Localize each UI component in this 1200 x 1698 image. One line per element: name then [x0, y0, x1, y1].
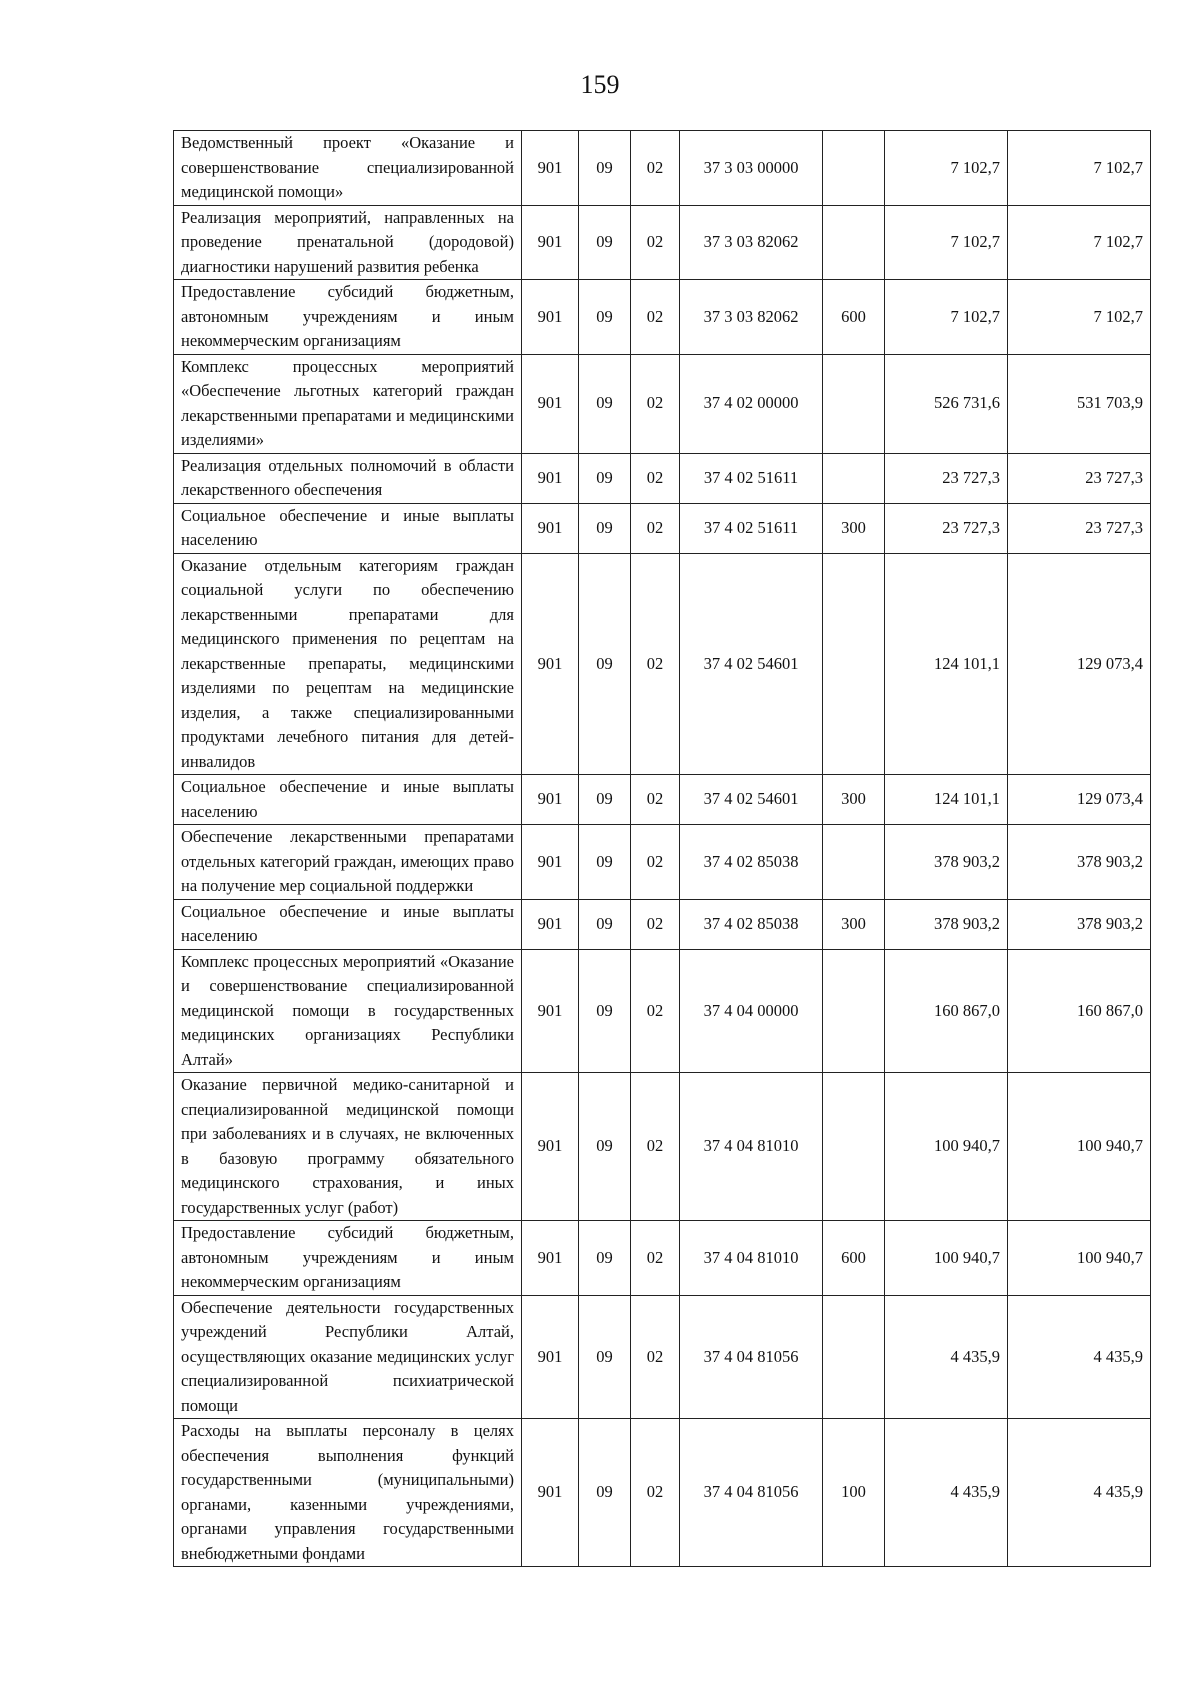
rz-code-cell: 09: [579, 453, 631, 503]
amount-2-cell: 4 435,9: [1008, 1419, 1151, 1567]
amount-2-cell: 378 903,2: [1008, 825, 1151, 900]
pr-code-cell: 02: [631, 453, 680, 503]
table-row: [174, 825, 1151, 900]
table-row: [174, 205, 1151, 280]
amount-1-cell: 124 101,1: [885, 553, 1008, 775]
vr-code-cell: [823, 453, 885, 503]
amount-2-cell: 129 073,4: [1008, 775, 1151, 825]
vr-code-cell: [823, 949, 885, 1073]
rz-code-cell: 09: [579, 280, 631, 355]
vr-code-cell: [823, 825, 885, 900]
page-number: 159: [580, 70, 620, 99]
rz-code-cell: 09: [579, 503, 631, 553]
amount-2-cell: 7 102,7: [1008, 205, 1151, 280]
amount-2-cell: 7 102,7: [1008, 131, 1151, 206]
row-name-cell: Социальное обеспечение и иные выплаты населению: [174, 775, 522, 825]
rz-code-cell: 09: [579, 899, 631, 949]
gr-code-cell: 901: [522, 899, 579, 949]
pr-code-cell: 02: [631, 503, 680, 553]
amount-1-cell: 526 731,6: [885, 354, 1008, 453]
csr-code-cell: 37 4 02 85038: [680, 899, 823, 949]
csr-code-cell: 37 4 04 81056: [680, 1295, 823, 1419]
rz-code-cell: 09: [579, 1419, 631, 1567]
pr-code-cell: 02: [631, 553, 680, 775]
rz-code-cell: 09: [579, 949, 631, 1073]
rz-code-cell: 09: [579, 1221, 631, 1296]
gr-code-cell: 901: [522, 553, 579, 775]
vr-code-cell: 600: [823, 1221, 885, 1296]
rz-code-cell: 09: [579, 131, 631, 206]
pr-code-cell: 02: [631, 949, 680, 1073]
row-name-cell: Предоставление субсидий бюджетным, автономным учреждениям и иным некоммерческим организациям: [174, 1221, 522, 1296]
row-name-cell: Комплекс процессных мероприятий «Обеспечение льготных категорий граждан лекарственными препаратами и медицинскими изделиями»: [174, 354, 522, 453]
amount-2-cell: 378 903,2: [1008, 899, 1151, 949]
vr-code-cell: 600: [823, 280, 885, 355]
row-name-cell: Расходы на выплаты персоналу в целях обеспечения выполнения функций государственными (муниципальными) органами, казенными учреждениями, органами управления государственными внебюджетными фондами: [174, 1419, 522, 1567]
csr-code-cell: 37 4 04 81010: [680, 1221, 823, 1296]
vr-code-cell: 300: [823, 503, 885, 553]
table-row: [174, 775, 1151, 825]
csr-code-cell: 37 3 03 82062: [680, 205, 823, 280]
table-row: [174, 1073, 1151, 1221]
gr-code-cell: 901: [522, 1295, 579, 1419]
amount-1-cell: 378 903,2: [885, 899, 1008, 949]
amount-2-cell: 7 102,7: [1008, 280, 1151, 355]
gr-code-cell: 901: [522, 354, 579, 453]
gr-code-cell: 901: [522, 131, 579, 206]
amount-1-cell: 4 435,9: [885, 1419, 1008, 1567]
csr-code-cell: 37 4 04 81010: [680, 1073, 823, 1221]
amount-1-cell: 160 867,0: [885, 949, 1008, 1073]
csr-code-cell: 37 4 02 85038: [680, 825, 823, 900]
table-row: [174, 354, 1151, 453]
csr-code-cell: 37 4 02 54601: [680, 553, 823, 775]
rz-code-cell: 09: [579, 205, 631, 280]
csr-code-cell: 37 3 03 82062: [680, 280, 823, 355]
pr-code-cell: 02: [631, 1295, 680, 1419]
vr-code-cell: 300: [823, 775, 885, 825]
amount-1-cell: 100 940,7: [885, 1073, 1008, 1221]
row-name-cell: Предоставление субсидий бюджетным, автономным учреждениям и иным некоммерческим организациям: [174, 280, 522, 355]
amount-2-cell: 531 703,9: [1008, 354, 1151, 453]
table-row: [174, 453, 1151, 503]
vr-code-cell: [823, 553, 885, 775]
vr-code-cell: [823, 205, 885, 280]
gr-code-cell: 901: [522, 453, 579, 503]
table-row: [174, 1221, 1151, 1296]
pr-code-cell: 02: [631, 280, 680, 355]
csr-code-cell: 37 4 02 54601: [680, 775, 823, 825]
pr-code-cell: 02: [631, 825, 680, 900]
rz-code-cell: 09: [579, 354, 631, 453]
table-row: [174, 1419, 1151, 1567]
vr-code-cell: [823, 1073, 885, 1221]
budget-table: [173, 130, 1151, 1567]
amount-2-cell: 100 940,7: [1008, 1221, 1151, 1296]
amount-1-cell: 100 940,7: [885, 1221, 1008, 1296]
rz-code-cell: 09: [579, 553, 631, 775]
amount-1-cell: 23 727,3: [885, 503, 1008, 553]
row-name-cell: Оказание первичной медико-санитарной и специализированной медицинской помощи при заболеваниях и в случаях, не включенных в базовую программу обязательного медицинского страхования, и иных государственных услуг (работ): [174, 1073, 522, 1221]
csr-code-cell: 37 4 04 81056: [680, 1419, 823, 1567]
table-row: [174, 553, 1151, 775]
csr-code-cell: 37 4 02 00000: [680, 354, 823, 453]
gr-code-cell: 901: [522, 280, 579, 355]
vr-code-cell: [823, 1295, 885, 1419]
csr-code-cell: 37 4 02 51611: [680, 503, 823, 553]
gr-code-cell: 901: [522, 1419, 579, 1567]
amount-1-cell: 378 903,2: [885, 825, 1008, 900]
amount-1-cell: 7 102,7: [885, 280, 1008, 355]
rz-code-cell: 09: [579, 1295, 631, 1419]
rz-code-cell: 09: [579, 825, 631, 900]
pr-code-cell: 02: [631, 1073, 680, 1221]
pr-code-cell: 02: [631, 354, 680, 453]
row-name-cell: Обеспечение лекарственными препаратами отдельных категорий граждан, имеющих право на получение мер социальной поддержки: [174, 825, 522, 900]
rz-code-cell: 09: [579, 1073, 631, 1221]
gr-code-cell: 901: [522, 1073, 579, 1221]
gr-code-cell: 901: [522, 775, 579, 825]
amount-2-cell: 23 727,3: [1008, 453, 1151, 503]
row-name-cell: Комплекс процессных мероприятий «Оказание и совершенствование специализированной медицинской помощи в государственных медицинских организациях Республики Алтай»: [174, 949, 522, 1073]
amount-1-cell: 124 101,1: [885, 775, 1008, 825]
gr-code-cell: 901: [522, 1221, 579, 1296]
gr-code-cell: 901: [522, 949, 579, 1073]
amount-1-cell: 4 435,9: [885, 1295, 1008, 1419]
amount-2-cell: 100 940,7: [1008, 1073, 1151, 1221]
table-row: [174, 949, 1151, 1073]
pr-code-cell: 02: [631, 1419, 680, 1567]
amount-1-cell: 7 102,7: [885, 205, 1008, 280]
table-row: [174, 899, 1151, 949]
table-row: [174, 131, 1151, 206]
vr-code-cell: 300: [823, 899, 885, 949]
gr-code-cell: 901: [522, 825, 579, 900]
amount-2-cell: 160 867,0: [1008, 949, 1151, 1073]
row-name-cell: Обеспечение деятельности государственных учреждений Республики Алтай, осуществляющих оказание медицинских услуг специализированной психиатрической помощи: [174, 1295, 522, 1419]
row-name-cell: Оказание отдельным категориям граждан социальной услуги по обеспечению лекарственными препаратами для медицинского применения по рецептам на лекарственные препараты, медицинскими изделиями по рецептам на медицинские изделия, а также специализированными продуктами лечебного питания для детей-инвалидов: [174, 553, 522, 775]
pr-code-cell: 02: [631, 775, 680, 825]
rz-code-cell: 09: [579, 775, 631, 825]
vr-code-cell: 100: [823, 1419, 885, 1567]
table-row: [174, 503, 1151, 553]
table-row: [174, 280, 1151, 355]
amount-2-cell: 129 073,4: [1008, 553, 1151, 775]
row-name-cell: Реализация отдельных полномочий в области лекарственного обеспечения: [174, 453, 522, 503]
row-name-cell: Социальное обеспечение и иные выплаты населению: [174, 899, 522, 949]
pr-code-cell: 02: [631, 899, 680, 949]
csr-code-cell: 37 3 03 00000: [680, 131, 823, 206]
table-row: [174, 1295, 1151, 1419]
amount-1-cell: 7 102,7: [885, 131, 1008, 206]
row-name-cell: Ведомственный проект «Оказание и совершенствование специализированной медицинской помощи»: [174, 131, 522, 206]
amount-2-cell: 23 727,3: [1008, 503, 1151, 553]
csr-code-cell: 37 4 02 51611: [680, 453, 823, 503]
row-name-cell: Реализация мероприятий, направленных на проведение пренатальной (дородовой) диагностики нарушений развития ребенка: [174, 205, 522, 280]
vr-code-cell: [823, 354, 885, 453]
vr-code-cell: [823, 131, 885, 206]
pr-code-cell: 02: [631, 131, 680, 206]
gr-code-cell: 901: [522, 205, 579, 280]
amount-1-cell: 23 727,3: [885, 453, 1008, 503]
pr-code-cell: 02: [631, 1221, 680, 1296]
csr-code-cell: 37 4 04 00000: [680, 949, 823, 1073]
pr-code-cell: 02: [631, 205, 680, 280]
row-name-cell: Социальное обеспечение и иные выплаты населению: [174, 503, 522, 553]
gr-code-cell: 901: [522, 503, 579, 553]
amount-2-cell: 4 435,9: [1008, 1295, 1151, 1419]
